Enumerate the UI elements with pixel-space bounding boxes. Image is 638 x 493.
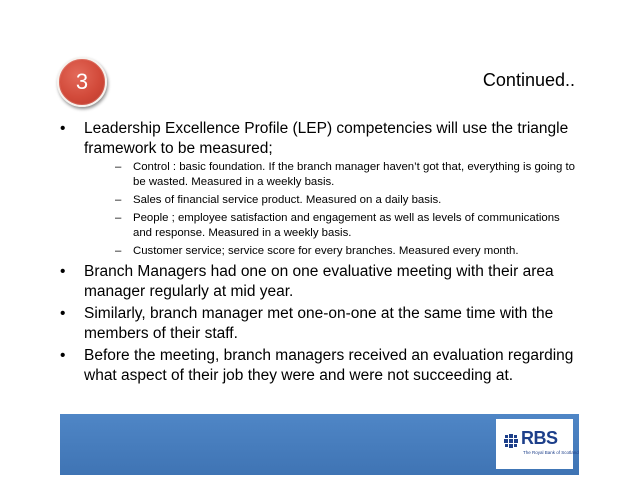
bullet-mark: • [60,120,66,137]
slide-heading: Continued.. [482,70,575,90]
bullet-item [60,119,580,259]
sub-bullet-list [84,160,580,259]
sub-bullet-text: People ; employee satisfaction and engagement as well as levels of communications and response. Measured in a weekly basis. [133,212,560,239]
sub-bullet-item [84,193,580,208]
bullet-item [60,262,580,301]
slide-body [60,119,580,388]
bullet-text: Similarly, branch manager met one-on-one at the same time with the members of their staff. [84,305,554,342]
sub-bullet-item [84,211,580,241]
sub-bullet-text: Control : basic foundation. If the branch manager haven’t got that, everything is going to be wasted. Measured in a weekly basis. [133,161,575,188]
dash-mark: – [115,161,122,173]
footer-bar [60,414,579,475]
sub-bullet-item [84,160,580,190]
dash-mark: – [115,212,122,224]
daisy-wheel-icon [503,433,519,449]
sub-bullet-text: Customer service; service score for every branches. Measured every month. [133,245,519,257]
dash-mark: – [115,245,122,257]
sub-bullet-item [84,244,580,259]
bullet-item [60,304,580,343]
bullet-text: Branch Managers had one on one evaluative meeting with their area manager regularly at mid year. [84,263,554,300]
bullet-mark: • [60,305,66,322]
dash-mark: – [115,194,122,206]
bullet-mark: • [60,263,66,280]
sub-bullet-text: Sales of financial service product. Measured on a daily basis. [133,194,442,206]
logo-wordmark: RBS [521,428,558,448]
bullet-text: Before the meeting, branch managers received an evaluation regarding what aspect of their job they were and were not succeeding at. [84,347,574,384]
rbs-logo [496,419,579,469]
bullet-text: Leadership Excellence Profile (LEP) competencies will use the triangle framework to be measured; [84,120,569,157]
bullet-item [60,346,580,385]
slide-number-badge: 3 [57,57,107,107]
logo-subtext: The Royal Bank of Scotland [523,450,579,455]
bullet-mark: • [60,347,66,364]
